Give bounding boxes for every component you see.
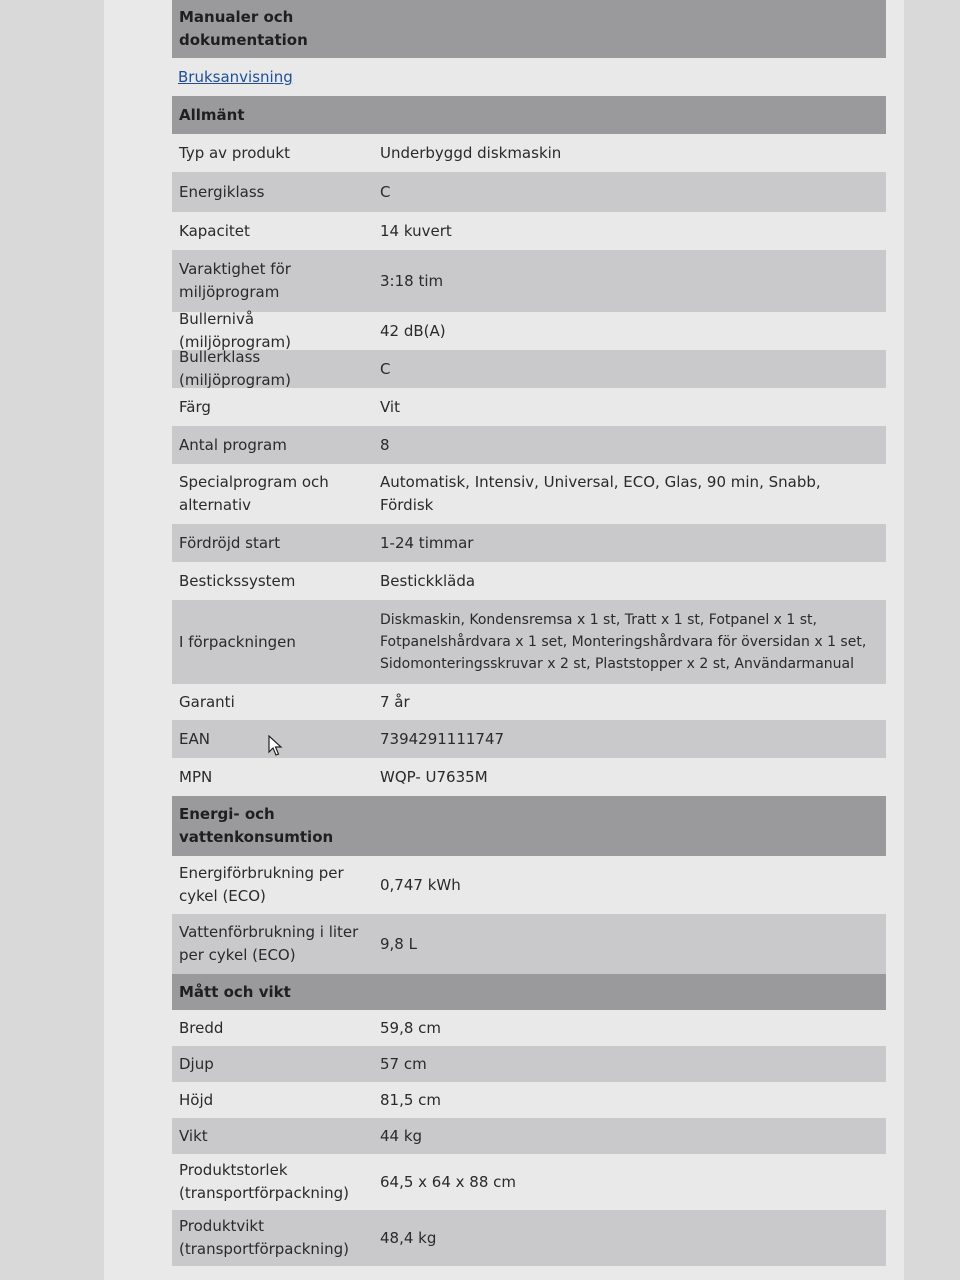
spec-value: 8	[380, 435, 390, 454]
spec-row	[172, 350, 886, 388]
manual-link[interactable]: Bruksanvisning	[178, 68, 293, 86]
spec-row	[172, 1010, 886, 1046]
spec-value: WQP- U7635M	[380, 767, 488, 786]
spec-label: Antal program	[179, 435, 287, 454]
spec-label: Fördröjd start	[179, 533, 281, 552]
spec-value: 44 kg	[380, 1126, 423, 1145]
spec-row	[172, 134, 886, 172]
spec-row	[172, 1118, 886, 1154]
spec-row	[172, 562, 886, 600]
spec-label: Bredd	[179, 1018, 224, 1037]
spec-value: 0,747 kWh	[380, 875, 461, 894]
spec-label: Färg	[179, 397, 211, 416]
spec-value: Diskmaskin, Kondensremsa x 1 st, Tratt x 1 st, Fotpanel x 1 st, Fotpanelshårdvara x 1 set, Monteringshårdvara för översidan x 1 set, Sidomonteringsskruvar x 2 st, Plaststopper x 2 st, Användarmanual	[380, 612, 867, 672]
spec-value: 59,8 cm	[380, 1018, 442, 1037]
section-header-energy	[172, 796, 886, 856]
spec-row	[172, 856, 886, 914]
section-title: Allmänt	[179, 105, 245, 124]
spec-value: Automatisk, Intensiv, Universal, ECO, Glas, 90 min, Snabb, Fördisk	[380, 473, 821, 514]
spec-value: 57 cm	[380, 1054, 427, 1073]
spec-value: 81,5 cm	[380, 1090, 442, 1109]
spec-label: Bestickssystem	[179, 571, 296, 590]
spec-label: Vattenförbrukning i liter per cykel (ECO)	[179, 923, 359, 964]
spec-row	[172, 758, 886, 796]
spec-label: Bullerklass (miljöprogram)	[179, 348, 292, 389]
spec-label: Energiklass	[179, 182, 265, 201]
section-header-manuals	[172, 0, 886, 58]
spec-label: I förpackningen	[179, 632, 296, 651]
section-header-general	[172, 96, 886, 134]
spec-label: Energiförbrukning per cykel (ECO)	[179, 864, 344, 905]
spec-row	[172, 600, 886, 684]
spec-label: Djup	[179, 1054, 214, 1073]
spec-value: Underbyggd diskmaskin	[380, 143, 562, 162]
spec-label: Produktvikt (transportförpackning)	[179, 1217, 349, 1258]
spec-row	[172, 312, 886, 350]
spec-label: Typ av produkt	[179, 143, 290, 162]
spec-value: 9,8 L	[380, 934, 417, 953]
section-title: Mått och vikt	[179, 982, 291, 1001]
spec-row	[172, 684, 886, 720]
spec-row	[172, 524, 886, 562]
spec-label: Specialprogram och alternativ	[179, 473, 329, 514]
section-title: Energi- och vattenkonsumtion	[179, 805, 334, 846]
spec-label: EAN	[179, 729, 210, 748]
spec-value: Bestickkläda	[380, 571, 476, 590]
spec-row	[172, 464, 886, 524]
spec-value: 48,4 kg	[380, 1228, 437, 1247]
spec-value: 14 kuvert	[380, 221, 452, 240]
spec-value: 1-24 timmar	[380, 533, 474, 552]
spec-row	[172, 1210, 886, 1266]
spec-row	[172, 914, 886, 974]
spec-label: Produktstorlek (transportförpackning)	[179, 1161, 349, 1202]
spec-value: C	[380, 182, 391, 201]
spec-value: 7394291111747	[380, 729, 505, 748]
spec-label: Varaktighet för miljöprogram	[179, 260, 291, 301]
spec-row	[172, 250, 886, 312]
mouse-pointer-icon	[268, 735, 284, 757]
spec-value: 42 dB(A)	[380, 321, 446, 340]
spec-row	[172, 212, 886, 250]
spec-row	[172, 1082, 886, 1118]
spec-label: Bullernivå (miljöprogram)	[179, 310, 292, 351]
spec-value: 3:18 tim	[380, 271, 444, 290]
spec-label: Kapacitet	[179, 221, 250, 240]
spec-label: Höjd	[179, 1090, 214, 1109]
spec-label: Vikt	[179, 1126, 208, 1145]
spec-table	[172, 0, 886, 1266]
spec-value: 7 år	[380, 692, 410, 711]
spec-value: 64,5 x 64 x 88 cm	[380, 1172, 517, 1191]
manual-link-row	[172, 58, 886, 96]
spec-row	[172, 426, 886, 464]
spec-row	[172, 172, 886, 212]
spec-row	[172, 1046, 886, 1082]
spec-value: Vit	[380, 397, 400, 416]
spec-row	[172, 388, 886, 426]
section-header-dimensions	[172, 974, 886, 1010]
spec-row	[172, 1154, 886, 1210]
spec-label: Garanti	[179, 692, 235, 711]
section-title: Manualer och dokumentation	[179, 8, 308, 49]
spec-label: MPN	[179, 767, 213, 786]
spec-value: C	[380, 359, 391, 378]
